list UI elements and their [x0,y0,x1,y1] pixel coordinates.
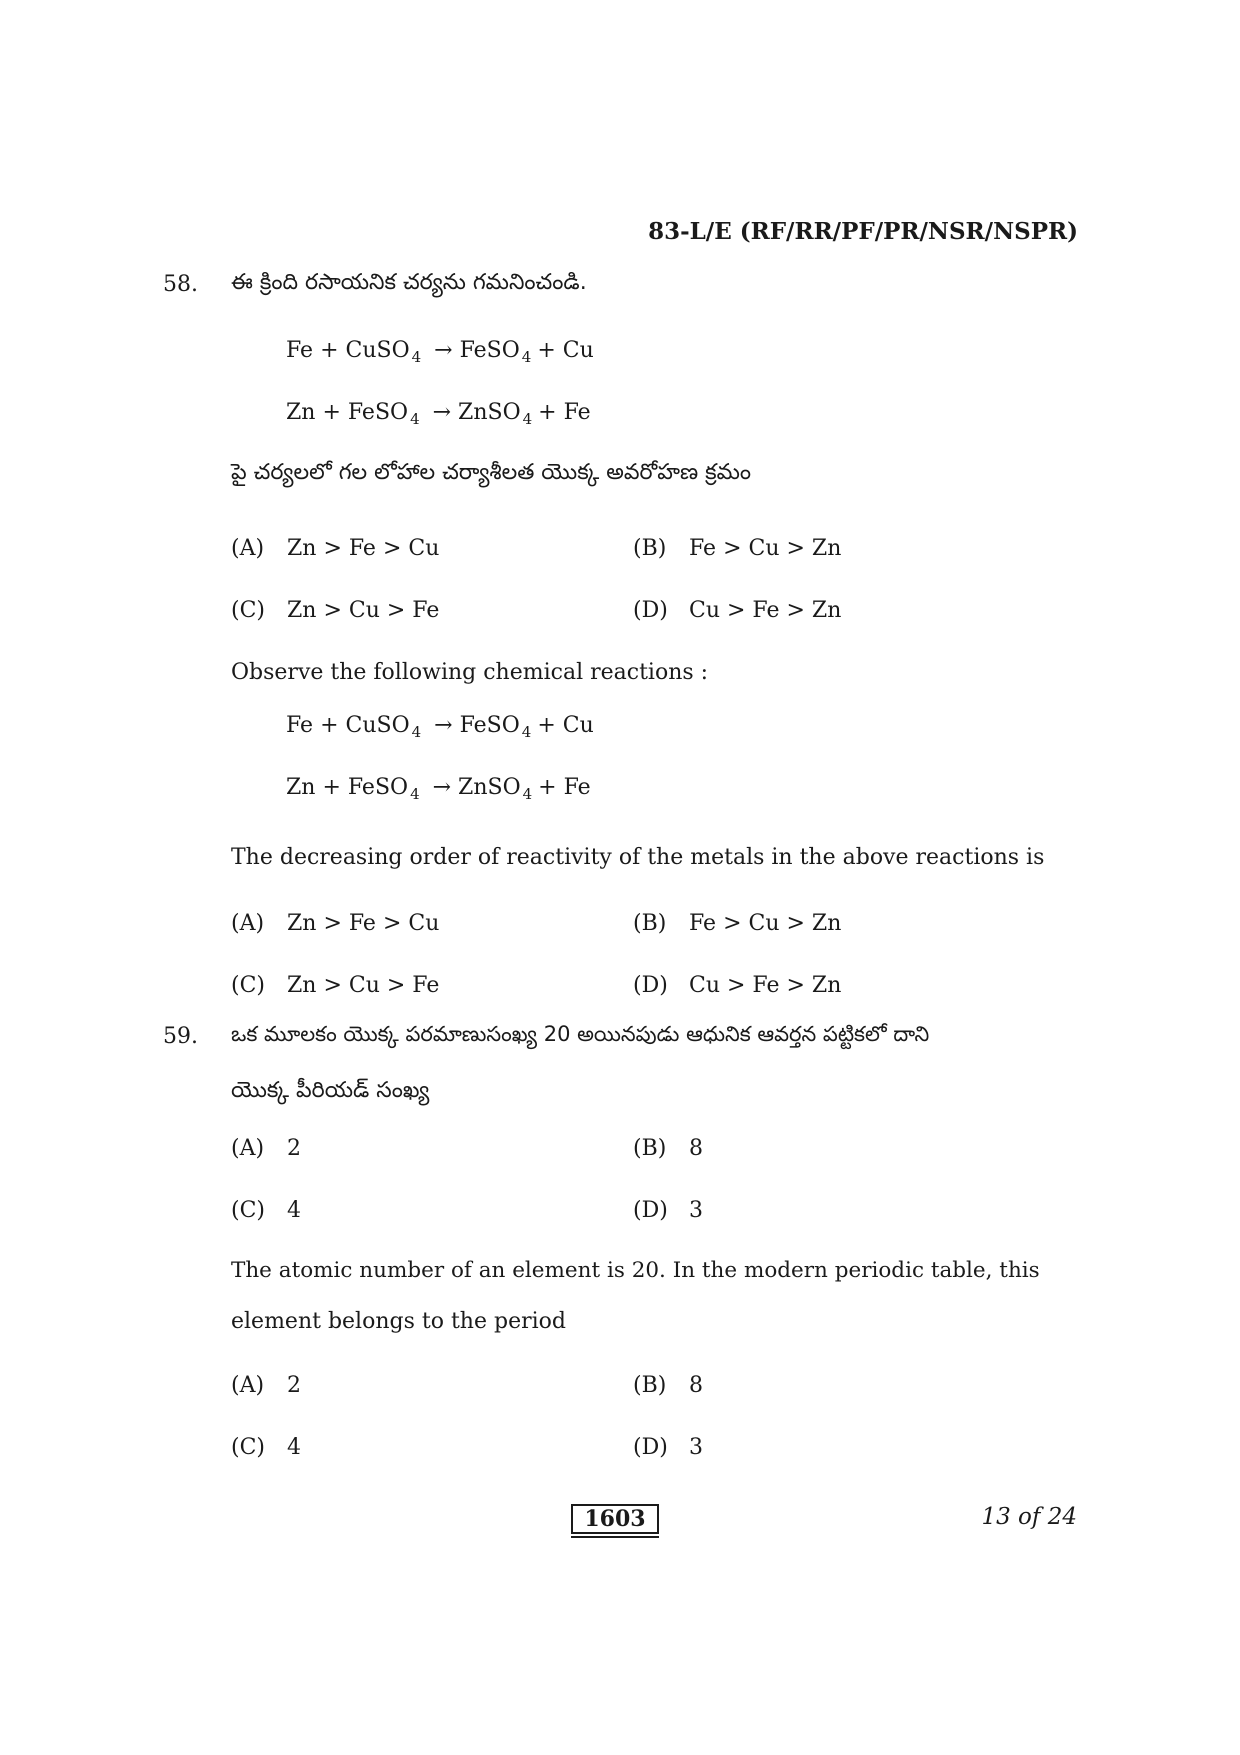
q58-te-equation-2 [286,400,591,428]
option-text: 2 [287,1136,301,1161]
option-text: 3 [689,1435,703,1460]
option-label: (A) [231,911,265,936]
subscript: 4 [522,785,533,803]
option-label: (A) [231,536,265,561]
q58-en-option-c [231,973,439,998]
subscript: 4 [410,410,420,428]
q58-te-option-b [633,536,841,561]
question-number-58: 58. [163,272,198,297]
q58-en-equation-2 [286,775,591,803]
eq-part: → ZnSO [432,400,521,425]
option-label: (B) [633,1373,667,1398]
option-text: 3 [689,1198,703,1223]
q59-en-option-b [633,1373,703,1398]
q58-telugu-stem: ఈ క్రింది రసాయనిక చర్యను గమనించండి. [231,270,587,295]
q58-telugu-question: పై చర్యలలో గల లోహాల చర్యాశీలత యొక్క అవరోహణ క్రమం [231,460,752,485]
eq-part: Zn + FeSO [286,400,409,425]
eq-part: Fe + CuSO [286,338,410,363]
q58-te-option-a [231,536,439,561]
subscript: 4 [411,723,422,741]
option-label: (C) [231,1435,265,1460]
option-text: Zn > Fe > Cu [287,536,440,561]
option-text: 2 [287,1373,301,1398]
option-text: 8 [689,1373,703,1398]
option-label: (D) [633,1198,668,1223]
eq-part: → FeSO [434,713,520,738]
eq-part: + Fe [538,775,591,800]
subscript: 4 [521,723,532,741]
option-text: 8 [689,1136,703,1161]
eq-part: + Cu [537,338,594,363]
page-number: 13 of 24 [981,1504,1077,1530]
option-text: Zn > Fe > Cu [287,911,440,936]
option-label: (D) [633,1435,668,1460]
eq-part: → FeSO [434,338,520,363]
q59-telugu-line-1: ఒక మూలకం యొక్క పరమాణుసంఖ్య 20 అయినపుడు ఆధునిక ఆవర్తన పట్టికలో దాని [231,1022,930,1046]
q58-english-stem: Observe the following chemical reactions : [231,660,709,685]
subscript: 4 [410,785,420,803]
q58-english-question: The decreasing order of reactivity of the metals in the above reactions is [231,845,1045,870]
q58-en-option-d [633,973,841,998]
paper-code: 83-L/E (RF/RR/PF/PR/NSR/NSPR) [648,218,1078,245]
q59-english-line-2: element belongs to the period [231,1309,566,1334]
q59-te-option-a [231,1136,301,1161]
q59-english-line-1: The atomic number of an element is 20. In the modern periodic table, this [231,1258,1040,1283]
eq-part: Fe + CuSO [286,713,410,738]
q59-te-option-b [633,1136,703,1161]
subscript: 4 [522,410,533,428]
q59-en-option-d [633,1435,703,1460]
option-label: (A) [231,1136,265,1161]
q59-telugu-line-2: యొక్క పీరియడ్ సంఖ్య [231,1078,430,1103]
option-label: (A) [231,1373,265,1398]
option-text: Cu > Fe > Zn [689,973,842,998]
option-label: (C) [231,1198,265,1223]
q59-en-option-a [231,1373,301,1398]
eq-part: → ZnSO [432,775,521,800]
option-label: (B) [633,536,667,561]
option-text: 4 [287,1435,301,1460]
eq-part: + Cu [537,713,594,738]
q58-te-equation-1 [286,338,594,366]
subscript: 4 [411,348,422,366]
question-number-59: 59. [163,1024,198,1049]
option-label: (D) [633,973,668,998]
q59-te-option-c [231,1198,301,1223]
q59-en-option-c [231,1435,301,1460]
option-label: (B) [633,1136,667,1161]
option-text: Fe > Cu > Zn [689,536,842,561]
option-text: Zn > Cu > Fe [287,598,440,623]
q58-te-option-d [633,598,841,623]
option-text: 4 [287,1198,301,1223]
eq-part: Zn + FeSO [286,775,409,800]
option-text: Zn > Cu > Fe [287,973,440,998]
option-label: (D) [633,598,668,623]
option-text: Cu > Fe > Zn [689,598,842,623]
q58-en-option-b [633,911,841,936]
q59-te-option-d [633,1198,703,1223]
q58-te-option-c [231,598,439,623]
eq-part: + Fe [538,400,591,425]
option-label: (C) [231,598,265,623]
option-label: (B) [633,911,667,936]
q58-en-equation-1 [286,713,594,741]
q58-en-option-a [231,911,439,936]
booklet-code-box: 1603 [571,1504,659,1534]
subscript: 4 [521,348,532,366]
option-text: Fe > Cu > Zn [689,911,842,936]
option-label: (C) [231,973,265,998]
